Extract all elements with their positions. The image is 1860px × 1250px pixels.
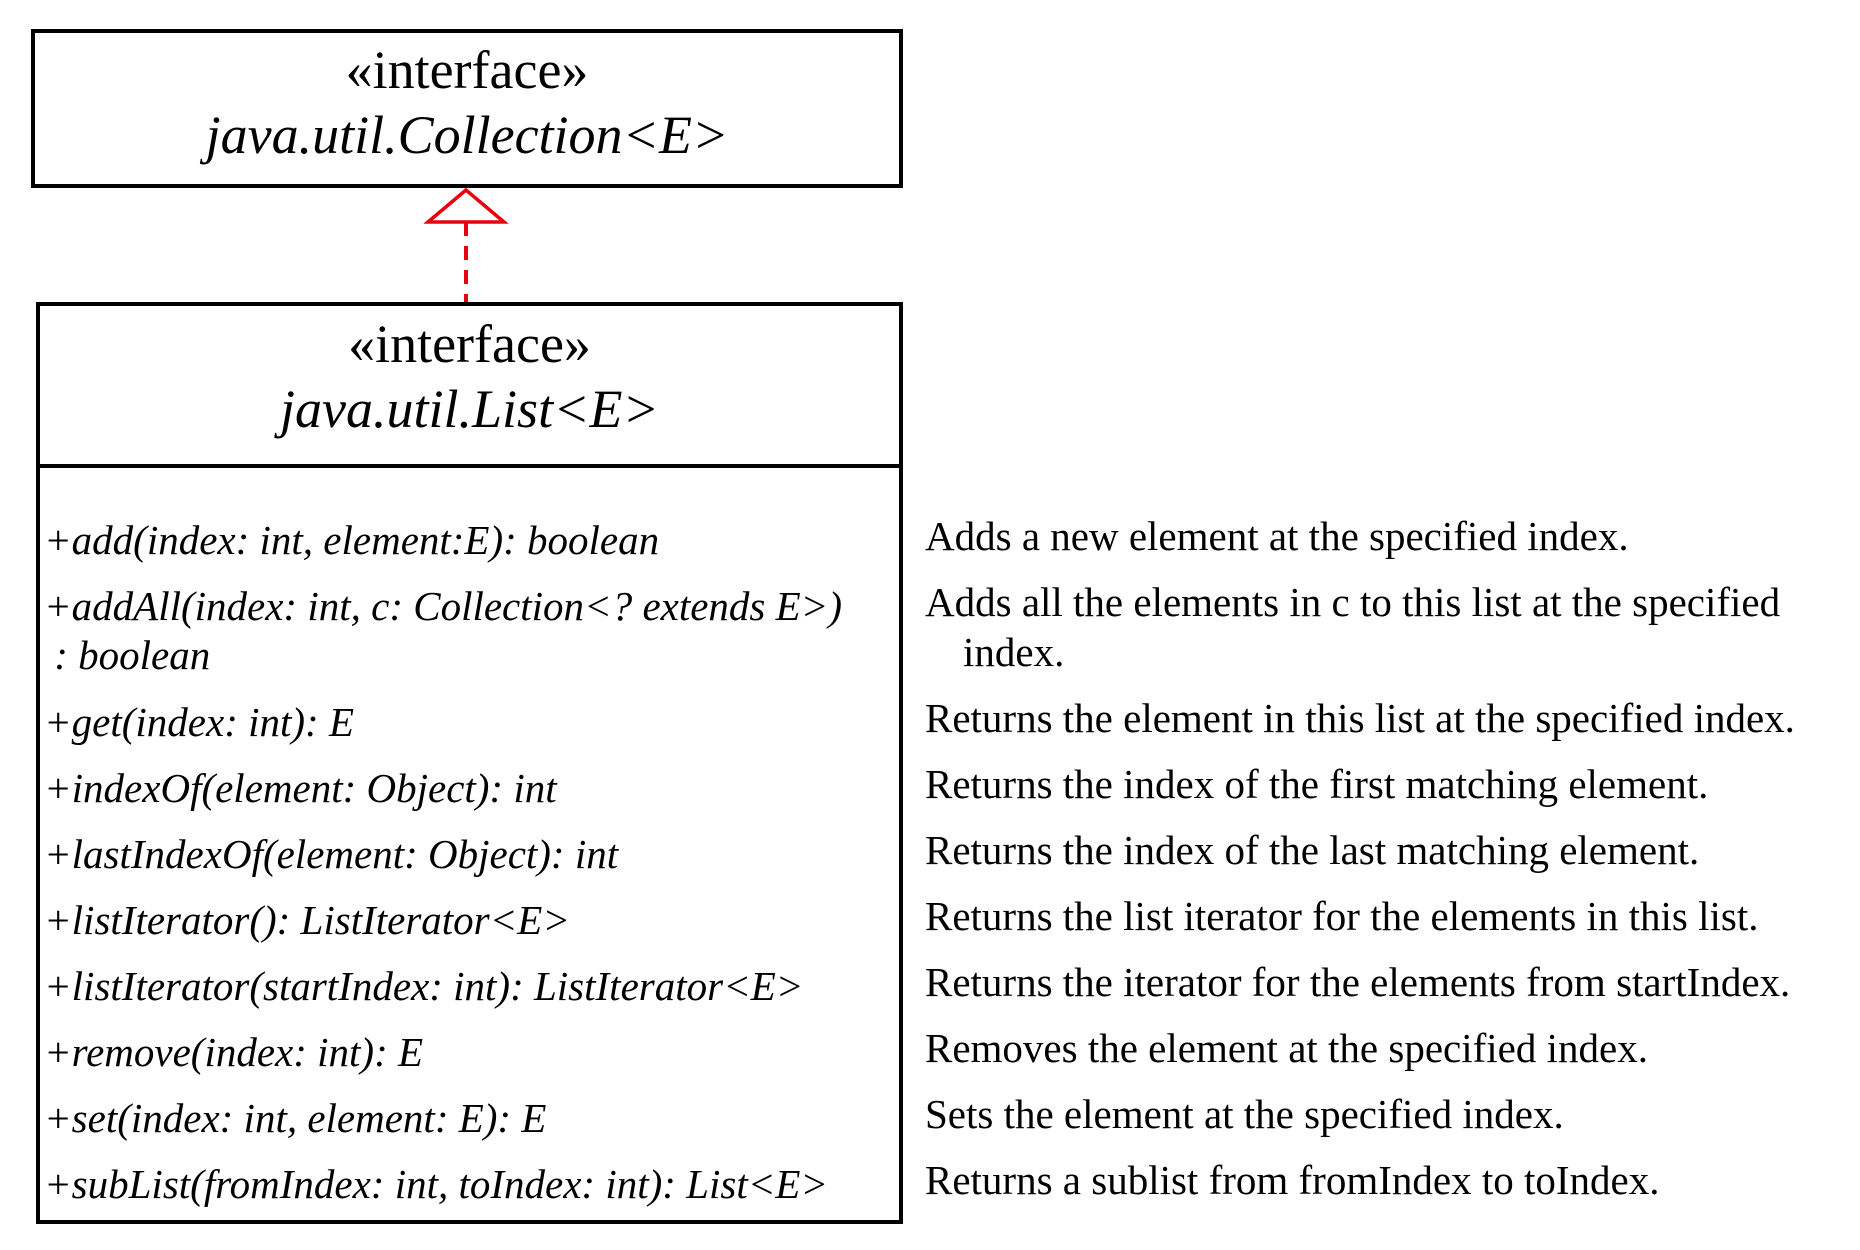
collection-name: java.util.Collection<E> — [205, 105, 729, 165]
method-signature: +remove(index: int): E — [44, 1029, 424, 1075]
collection-stereotype: «interface» — [345, 40, 589, 100]
method-description: Returns the iterator for the elements from startIndex. — [925, 959, 1791, 1005]
method-signature: +listIterator(startIndex: int): ListIterator<E> — [44, 963, 804, 1009]
method-description-line1: Adds all the elements in c to this list at the specified — [925, 579, 1781, 625]
list-stereotype: «interface» — [348, 314, 591, 374]
list-header — [40, 306, 899, 468]
method-description: Adds a new element at the specified index. — [925, 513, 1629, 559]
method-description: Returns the index of the first matching element. — [925, 761, 1709, 807]
method-signature — [44, 582, 842, 680]
method-description: Returns the index of the last matching element. — [925, 827, 1700, 873]
list-interface-box — [36, 302, 903, 1224]
method-signature: +get(index: int): E — [44, 699, 354, 745]
method-signature: +indexOf(element: Object): int — [44, 765, 557, 811]
method-signature: +set(index: int, element: E): E — [44, 1095, 547, 1141]
method-signature: +subList(fromIndex: int, toIndex: int): List<E> — [44, 1161, 829, 1207]
method-description-line2: index. — [963, 629, 1065, 675]
method-signature: +add(index: int, element:E): boolean — [44, 517, 660, 563]
method-description: Sets the element at the specified index. — [925, 1091, 1564, 1137]
list-name: java.util.List<E> — [280, 379, 659, 439]
method-signature: +listIterator(): ListIterator<E> — [44, 897, 571, 943]
method-description: Returns the list iterator for the elements in this list. — [925, 893, 1759, 939]
method-description: Returns the element in this list at the specified index. — [925, 695, 1795, 741]
method-description — [925, 577, 1780, 677]
method-description: Returns a sublist from fromIndex to toIndex. — [925, 1157, 1660, 1203]
realization-triangle-head — [428, 190, 504, 222]
method-description: Removes the element at the specified index. — [925, 1025, 1648, 1071]
method-signature-line1: +addAll(index: int, c: Collection<? extends E>) — [44, 583, 842, 629]
method-signature: +lastIndexOf(element: Object): int — [44, 831, 619, 877]
method-signature-line2: : boolean — [44, 632, 211, 678]
